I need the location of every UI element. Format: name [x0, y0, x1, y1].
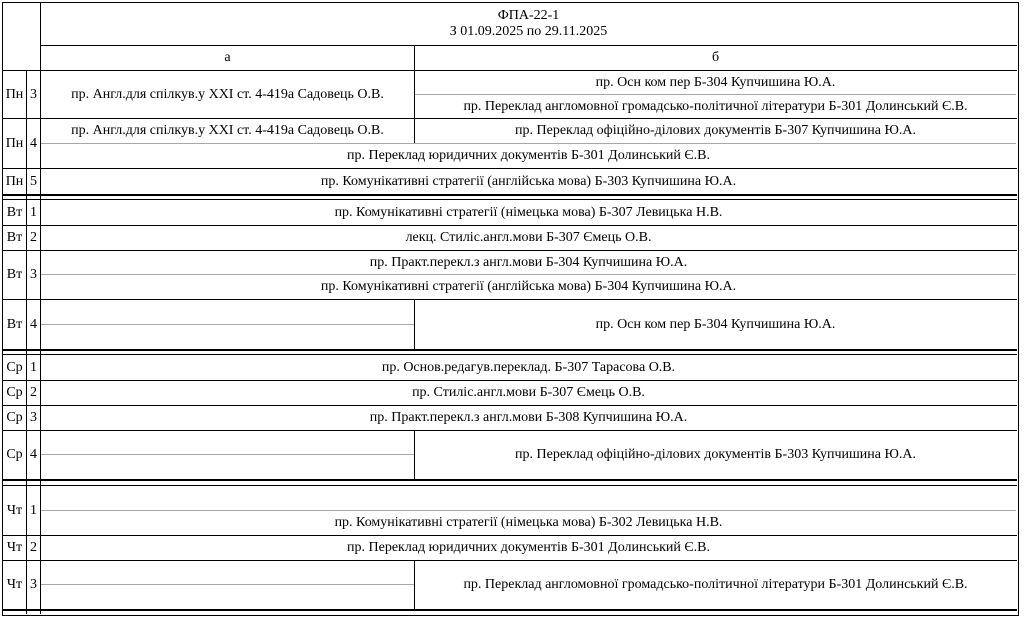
- day-cell: Ср: [6, 447, 23, 462]
- group-header: [41, 3, 1016, 45]
- lesson-number: 3: [30, 410, 37, 425]
- lesson-number: 1: [30, 502, 37, 518]
- lesson-number: 2: [30, 540, 37, 555]
- lesson-b-1: пр. Переклад офіційно-ділових документів Б-307 Купчишина Ю.А.: [515, 123, 916, 138]
- day-cell: Вт: [6, 267, 23, 282]
- lesson-a: пр. Англ.для спілкув.у XXI ст. 4-419а Садовець О.В.: [71, 86, 384, 102]
- lesson-full: пр. Стиліс.англ.мови Б-307 Ємець О.В.: [412, 385, 645, 400]
- lesson-full: пр. Основ.редагув.переклад. Б-307 Тарасова О.В.: [381, 359, 676, 375]
- day-cell: Пн: [5, 86, 24, 102]
- lesson-number: 4: [30, 316, 37, 332]
- day-cell: Вт: [6, 230, 23, 245]
- lesson-number: 4: [30, 135, 37, 151]
- lesson-a: пр. Англ.для спілкув.у XXI ст. 4-419а Садовець О.В.: [71, 123, 384, 138]
- lesson-full: пр. Комунікативні стратегії (англійська мова) Б-303 Купчишина Ю.А.: [320, 173, 737, 189]
- day-cell: Чт: [6, 502, 23, 518]
- day-cell: Пн: [5, 135, 24, 151]
- group-name: ФПА-22-1: [497, 8, 560, 23]
- day-cell: Вт: [6, 316, 23, 332]
- lesson-b-2: пр. Переклад англомовної громадсько-політичної літератури Б-301 Долинський Є.В.: [463, 98, 968, 114]
- lesson-number: 4: [30, 447, 37, 462]
- day-cell: Чт: [6, 540, 23, 555]
- period: З 01.09.2025 по 29.11.2025: [449, 24, 608, 39]
- lesson-full: пр. Переклад юридичних документів Б-301 Долинський Є.В.: [347, 540, 710, 555]
- day-cell: Чт: [6, 577, 23, 592]
- lesson-full-2: пр. Комунікативні стратегії (англійська мова) Б-304 Купчишина Ю.А.: [320, 279, 737, 294]
- lesson-number: 3: [30, 267, 37, 282]
- lesson-full: лекц. Стиліс.англ.мови Б-307 Ємець О.В.: [405, 230, 652, 245]
- subgroup-b-header: б: [711, 50, 720, 65]
- day-cell: Пн: [5, 173, 24, 189]
- lesson-full: пр. Комунікативні стратегії (німецька мова) Б-307 Левицька Н.В.: [334, 204, 723, 220]
- subgroup-a-header: а: [224, 50, 231, 65]
- lesson-number: 2: [30, 230, 37, 245]
- day-cell: Ср: [6, 385, 23, 400]
- day-cell: Вт: [6, 204, 23, 220]
- lesson-b: пр. Осн ком пер Б-304 Купчишина Ю.А.: [595, 316, 836, 332]
- lesson-number: 1: [30, 204, 37, 220]
- lesson-b-1: пр. Осн ком пер Б-304 Купчишина Ю.А.: [595, 74, 836, 90]
- lesson-number: 1: [30, 359, 37, 375]
- day-cell: Ср: [6, 359, 23, 375]
- lesson-number: 5: [30, 173, 37, 189]
- day-cell: Ср: [6, 410, 23, 425]
- lesson-full: пр. Комунікативні стратегії (німецька мова) Б-302 Левицька Н.В.: [334, 515, 723, 530]
- lesson-number: 3: [30, 86, 37, 102]
- lesson-full: пр. Переклад юридичних документів Б-301 Долинський Є.В.: [347, 148, 710, 163]
- lesson-number: 2: [30, 385, 37, 400]
- lesson-number: 3: [30, 577, 37, 592]
- lesson-b: пр. Переклад англомовної громадсько-політичної літератури Б-301 Долинський Є.В.: [463, 577, 968, 592]
- lesson-full: пр. Практ.перекл.з англ.мови Б-308 Купчишина Ю.А.: [369, 410, 688, 425]
- lesson-full-1: пр. Практ.перекл.з англ.мови Б-304 Купчишина Ю.А.: [369, 254, 688, 270]
- lesson-b: пр. Переклад офіційно-ділових документів Б-303 Купчишина Ю.А.: [515, 447, 916, 462]
